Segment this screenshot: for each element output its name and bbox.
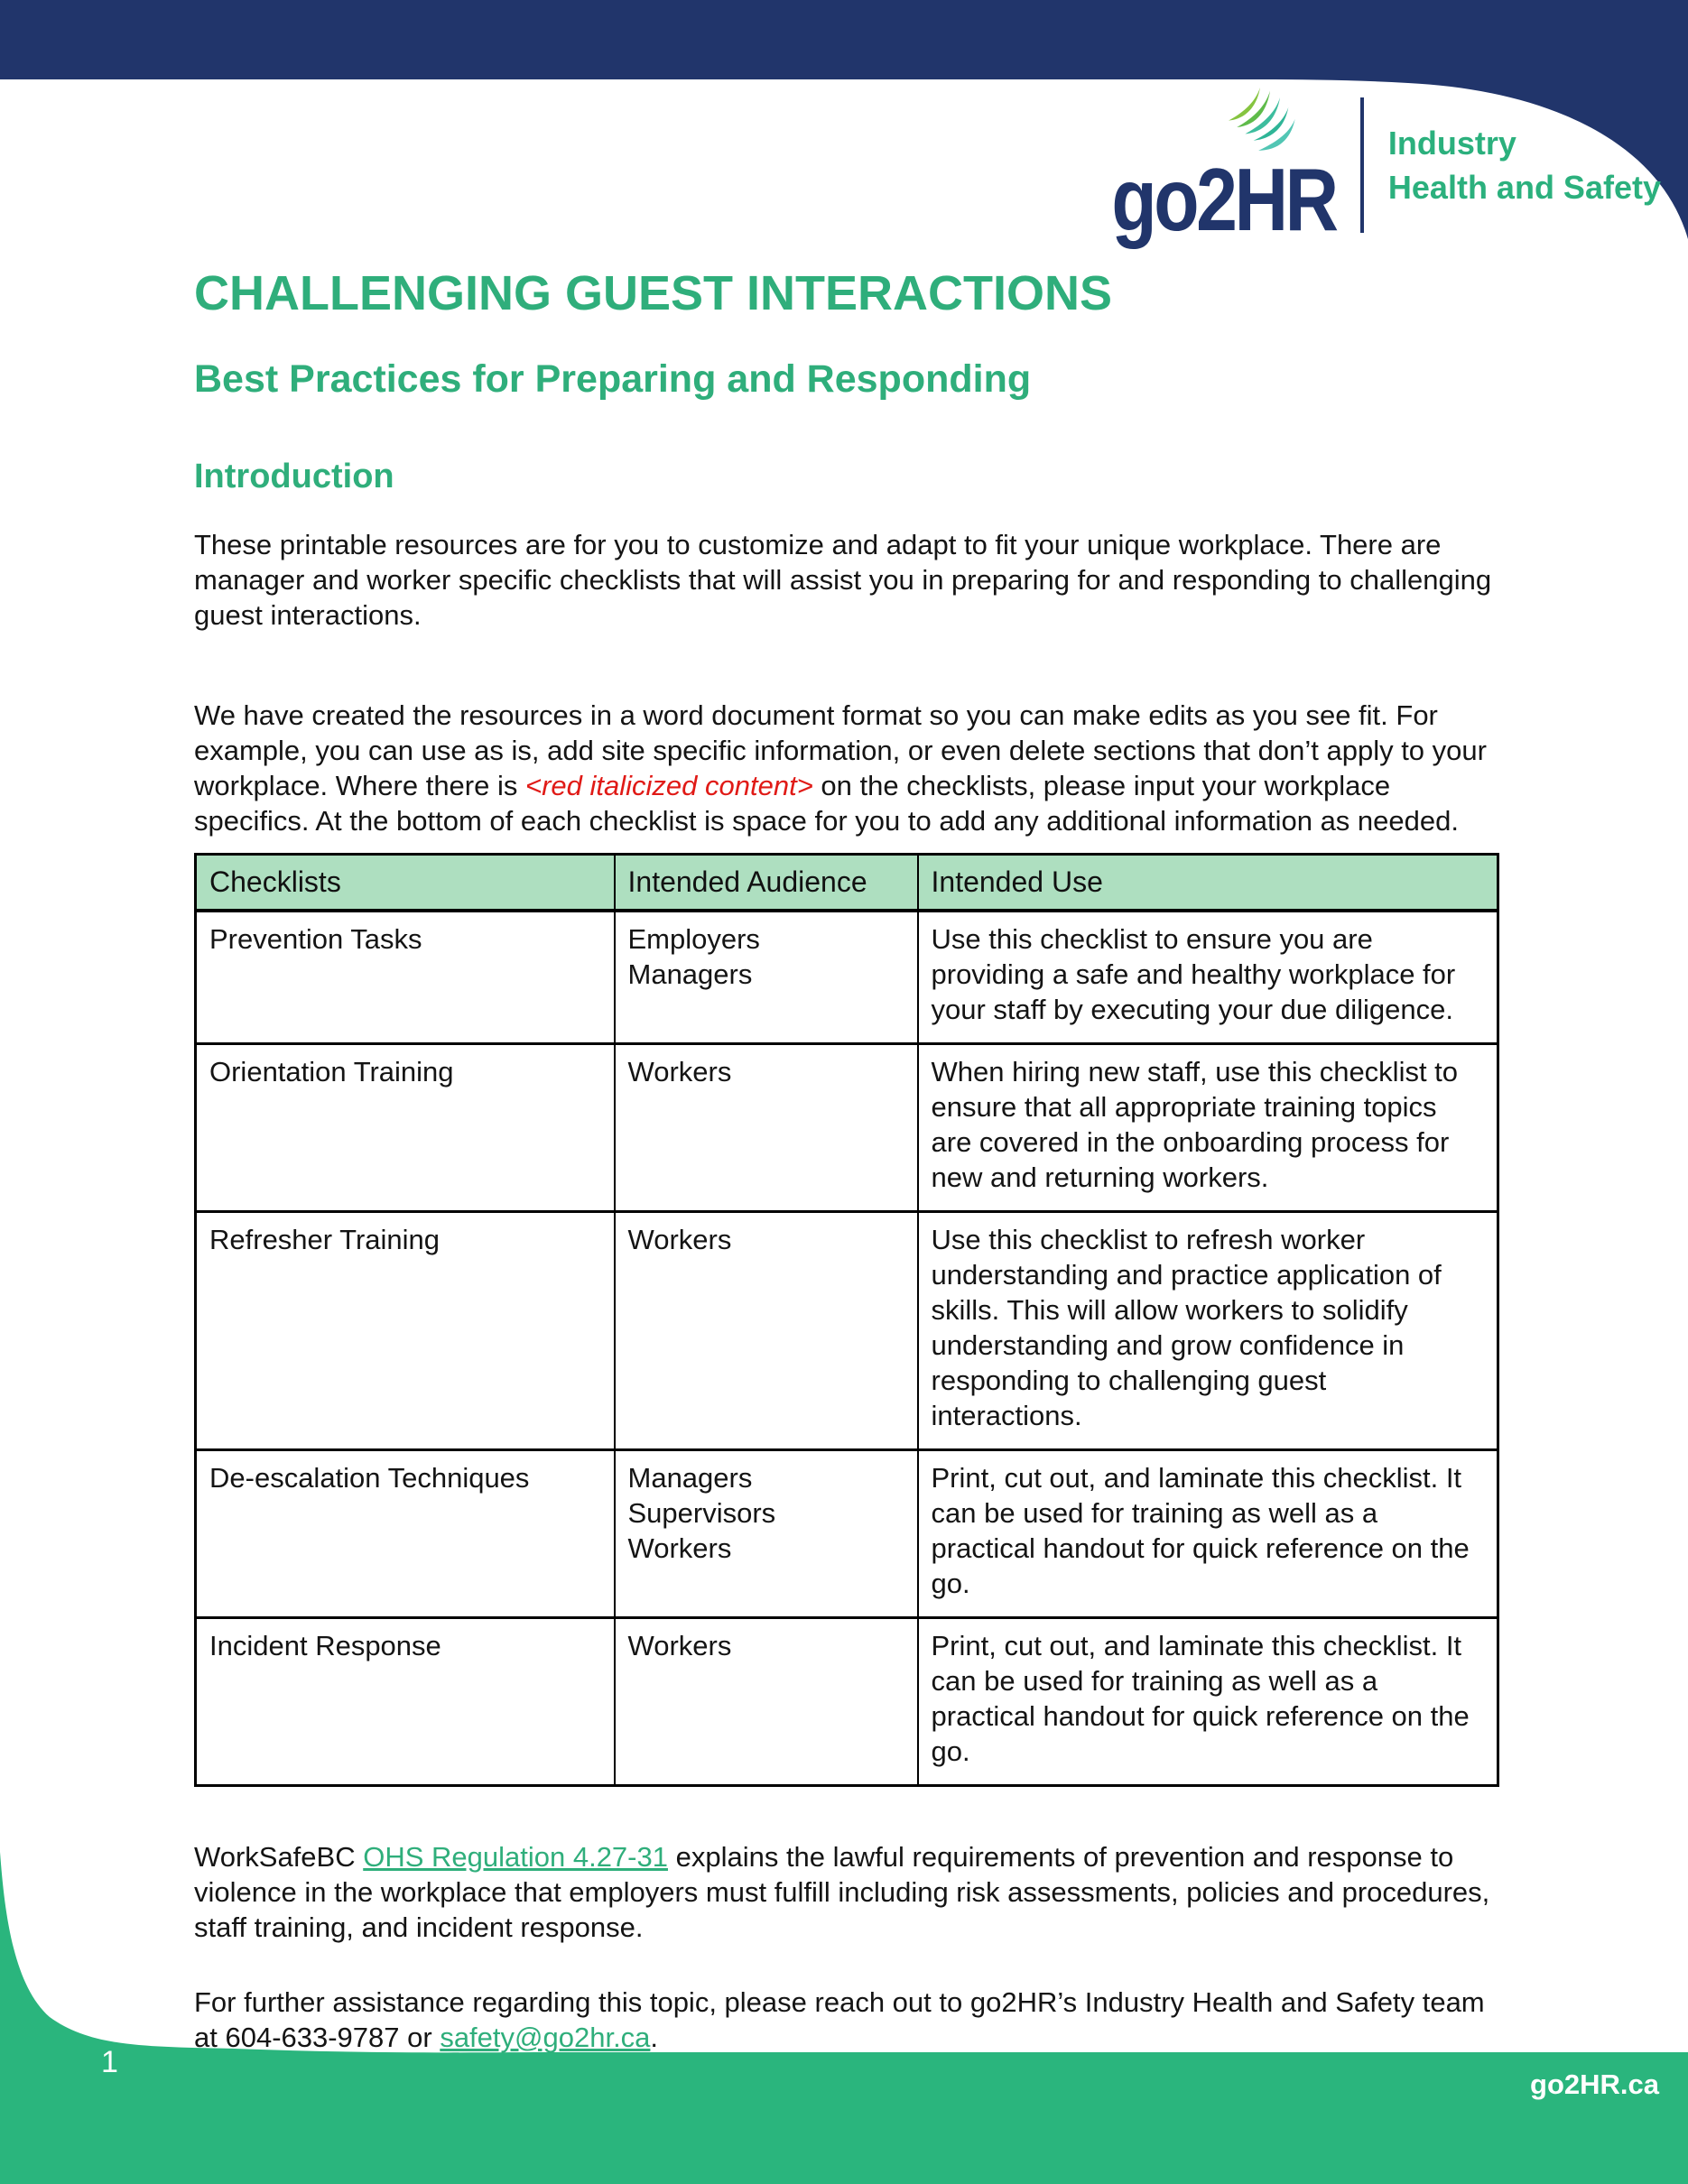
column-header-intended-audience: Intended Audience [615, 855, 918, 912]
cell-audience [615, 1450, 918, 1618]
cell-audience [615, 1618, 918, 1786]
audience-line: Workers [627, 1224, 732, 1255]
cell-use: Print, cut out, and laminate this checklist. It can be used for training as well as a practical handout for quick reference on the go. [918, 1450, 1498, 1618]
page-subtitle: Best Practices for Preparing and Responding [194, 357, 1032, 401]
cell-audience [615, 1212, 918, 1450]
audience-line: Workers [627, 1630, 732, 1661]
cell-checklist: Prevention Tasks [196, 911, 615, 1044]
audience-line: Supervisors [627, 1497, 776, 1529]
audience-line: Managers [627, 958, 753, 990]
cell-checklist: Orientation Training [196, 1044, 615, 1212]
cell-use: When hiring new staff, use this checklist to ensure that all appropriate training topics are covered in the onboarding process for new and returning workers. [918, 1044, 1498, 1212]
cell-checklist: De-escalation Techniques [196, 1450, 615, 1618]
section-heading-introduction: Introduction [194, 458, 394, 495]
logo-divider [1360, 97, 1364, 233]
ohs-regulation-link[interactable]: OHS Regulation 4.27-31 [363, 1841, 668, 1873]
column-header-checklists: Checklists [196, 855, 615, 912]
safety-email-link[interactable]: safety@go2hr.ca [440, 2022, 651, 2053]
text-segment: For further assistance regarding this topic, please reach out to go2HR’s Industry Health and Safety team at 604-633-9787 or [194, 1986, 1485, 2053]
cell-audience [615, 1044, 918, 1212]
logo-mark [1069, 87, 1336, 249]
page-number: 1 [101, 2045, 118, 2079]
intro-paragraph-1: These printable resources are for you to customize and adapt to fit your unique workplace. There are manager and worker specific checklists that will assist you in preparing for and responding to challenging guest interactions. [194, 529, 1492, 631]
table-row [196, 1044, 1498, 1212]
cell-audience [615, 911, 918, 1044]
text-segment: . [650, 2022, 659, 2053]
checklists-table [194, 853, 1499, 1787]
red-placeholder-note: <red italicized content> [524, 770, 813, 801]
text-segment: We have created the resources in a word document format so you can make edits as you see fit. For example, you can use as is, add site specific information, or even delete sections that don’t apply to your workplace. Where there is [194, 699, 1487, 801]
logo-tagline-line1: Industry [1387, 125, 1516, 162]
regulation-paragraph [194, 1839, 1497, 1945]
audience-line: Workers [627, 1056, 732, 1087]
table-row [196, 1212, 1498, 1450]
cell-use: Use this checklist to refresh worker understanding and practice application of skills. This will allow workers to solidify understanding and grow confidence in responding to challenging guest interactions. [918, 1212, 1498, 1450]
table-row [196, 1618, 1498, 1786]
logo-tagline [1388, 121, 1661, 209]
audience-line: Managers [627, 1462, 753, 1494]
audience-line: Employers [627, 923, 760, 955]
table-header-row [196, 855, 1498, 912]
audience-line: Workers [627, 1532, 732, 1564]
page-title: CHALLENGING GUEST INTERACTIONS [194, 266, 1113, 320]
text-segment: WorkSafeBC [194, 1841, 364, 1873]
assistance-paragraph [194, 1985, 1497, 2055]
column-header-intended-use: Intended Use [918, 855, 1498, 912]
cell-use: Use this checklist to ensure you are providing a safe and healthy workplace for your staff by executing your due diligence. [918, 911, 1498, 1044]
cell-checklist: Refresher Training [196, 1212, 615, 1450]
logo-wordmark: go2HR [1111, 150, 1336, 249]
text-segment: explains the lawful requirements of prevention and response to violence in the workplace that employers must fulfill including risk assessments, policies and procedures, staff training, and incident response. [194, 1841, 1490, 1943]
intro-paragraph-2 [194, 698, 1497, 838]
cell-use: Print, cut out, and laminate this checklist. It can be used for training as well as a practical handout for quick reference on the go. [918, 1618, 1498, 1786]
text-segment: on the checklists, please input your workplace specifics. At the bottom of each checklist is space for you to add any additional information as needed. [194, 770, 1459, 837]
logo-tagline-line2: Health and Safety [1387, 169, 1661, 206]
footer-website: go2HR.ca [1530, 2068, 1659, 2100]
cell-checklist: Incident Response [196, 1618, 615, 1786]
table-row [196, 1450, 1498, 1618]
go2hr-logo [1069, 87, 1661, 249]
table-row [196, 911, 1498, 1044]
